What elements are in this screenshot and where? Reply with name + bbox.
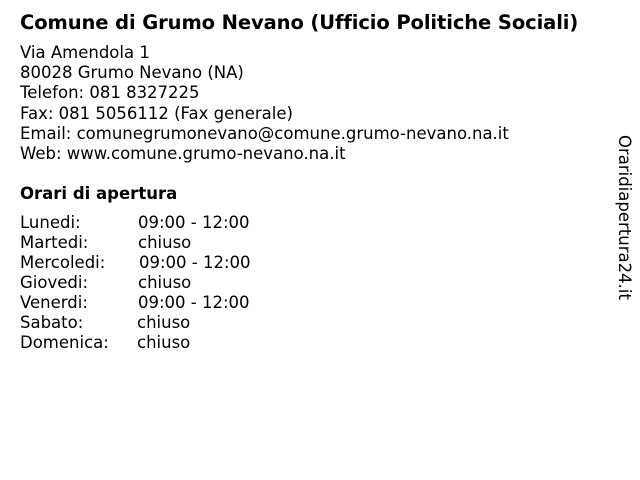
phone-number: Telefon: 081 8327225 xyxy=(20,83,200,103)
time-value: chiuso xyxy=(137,313,191,332)
day-label: Mercoledi: xyxy=(20,253,106,272)
hours-row-wednesday xyxy=(20,253,320,273)
time-value: 09:00 - 12:00 xyxy=(138,213,250,232)
email-address: Email: comunegrumonevano@comune.grumo-nevano.na.it xyxy=(20,123,509,143)
opening-hours-heading: Orari di apertura xyxy=(20,184,178,203)
site-watermark xyxy=(612,135,636,315)
day-label: Martedi: xyxy=(20,233,89,252)
time-value: 09:00 - 12:00 xyxy=(138,293,250,312)
day-label: Venerdi: xyxy=(20,293,88,312)
time-value: 09:00 - 12:00 xyxy=(139,253,251,272)
contact-block xyxy=(20,43,509,164)
street-address: Via Amendola 1 xyxy=(20,43,150,62)
day-label: Sabato: xyxy=(20,313,84,332)
hours-row-sunday xyxy=(20,333,320,353)
website-address: Web: www.comune.grumo-nevano.na.it xyxy=(20,143,346,163)
page-title: Comune di Grumo Nevano (Ufficio Politiche Sociali) xyxy=(20,11,579,34)
hours-row-monday xyxy=(20,213,320,233)
time-value: chiuso xyxy=(138,233,192,252)
hours-row-thursday xyxy=(20,273,320,293)
fax-number: Fax: 081 5056112 (Fax generale) xyxy=(20,103,293,123)
hours-row-saturday xyxy=(20,313,320,333)
hours-row-tuesday xyxy=(20,233,320,253)
hours-row-friday xyxy=(20,293,320,313)
time-value: chiuso xyxy=(138,273,192,292)
time-value: chiuso xyxy=(137,333,191,352)
watermark-text: Oraridiapertura24.it xyxy=(615,135,634,300)
opening-hours-table xyxy=(20,213,320,353)
day-label: Lunedi: xyxy=(20,213,81,232)
day-label: Domenica: xyxy=(20,333,109,352)
day-label: Giovedi: xyxy=(20,273,88,292)
city-address: 80028 Grumo Nevano (NA) xyxy=(20,63,244,83)
